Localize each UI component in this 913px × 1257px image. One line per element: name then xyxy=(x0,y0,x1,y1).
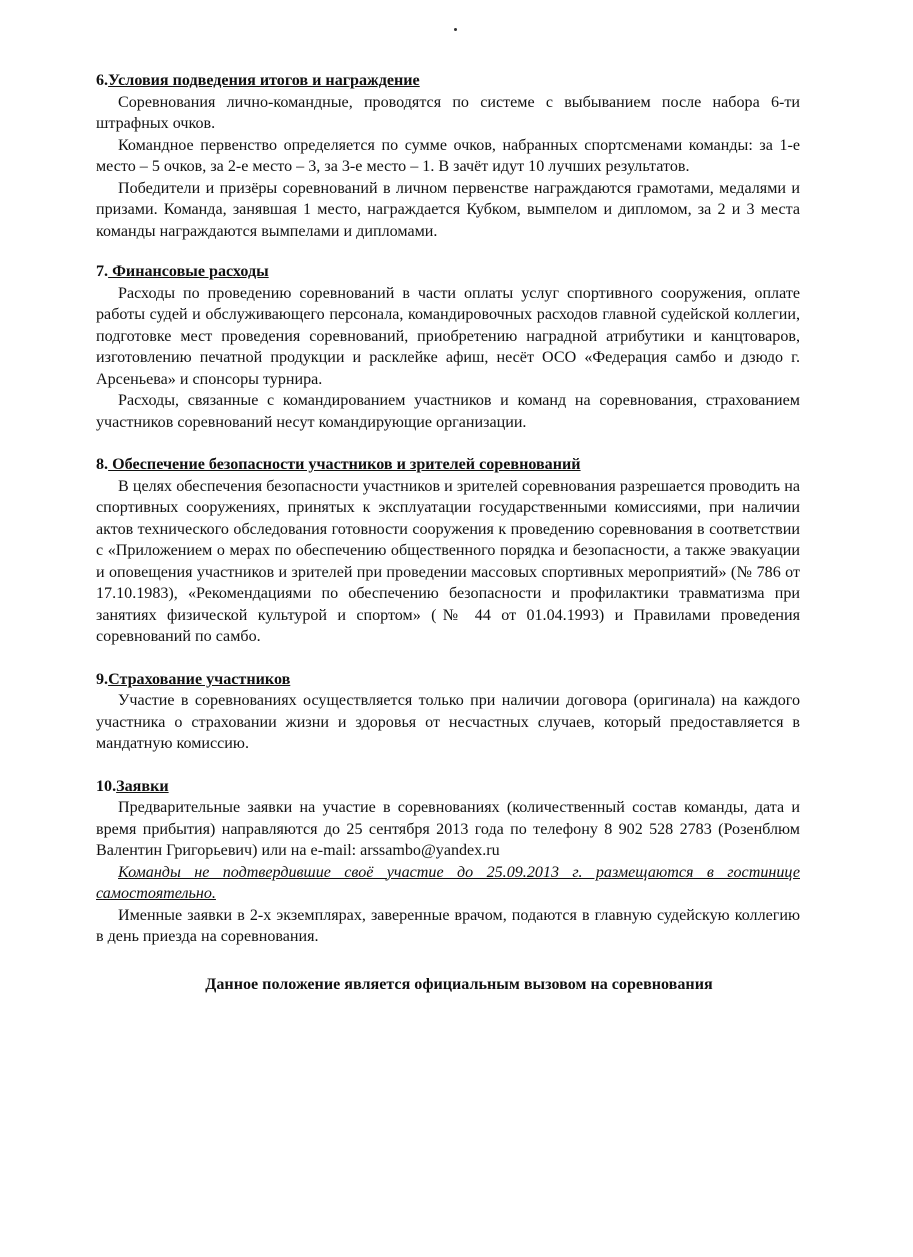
paragraph: Участие в соревнованиях осуществляется только при наличии договора (оригинала) на каждого участника о страховании жизни и здоровья от несчастных случаев, который предоставляется в мандатную комиссию. xyxy=(96,692,800,752)
section-safety xyxy=(96,454,800,648)
section-heading xyxy=(96,454,800,476)
section-heading xyxy=(96,70,800,92)
paragraph: Расходы, связанные с командированием участников и команд на соревнования, страхованием участников соревнований несут командирующие организации. xyxy=(96,392,800,431)
section-insurance xyxy=(96,669,800,755)
section-expenses xyxy=(96,261,800,433)
scan-artifact-dot xyxy=(454,28,457,31)
section-number: 9. xyxy=(96,670,109,688)
section-number: 10. xyxy=(96,777,117,795)
section-title: Условия подведения итогов и награждение xyxy=(108,72,420,89)
paragraph: Командное первенство определяется по сумме очков, набранных спортсменами команды: за 1-е место – 5 очков, за 2-е место – 3, за 3-е место – 1. В зачёт идут 10 лучших результатов. xyxy=(96,136,800,175)
notice-text: Команды не подтвердившие своё участие до 25.09.2013 г. размещаются в гостинице самостоятельно. xyxy=(96,863,800,902)
paragraph: Расходы по проведению соревнований в части оплаты услуг спортивного сооружения, оплате работы судей и обслуживающего персонала, командировочных расходов главной судейской коллегии, подготовке мест проведения соревнований, приобретению наградной атрибутики и канцтоваров, изготовлению печатной продукции и расклейке афиш, несёт ОСО «Федерация самбо и дзюдо г. Арсеньева» и спонсоры турнира. xyxy=(96,284,800,388)
section-applications xyxy=(96,776,800,948)
official-invitation-note: Данное положение является официальным вызовом на соревнования xyxy=(205,975,713,993)
document-page xyxy=(96,70,800,995)
section-heading xyxy=(96,261,800,283)
section-awards xyxy=(96,70,800,242)
paragraph-notice xyxy=(96,862,800,905)
section-title: Обеспечение безопасности участников и зрителей соревнований xyxy=(108,456,581,473)
paragraph: Победители и призёры соревнований в личном первенстве награждаются грамотами, медалями и призами. Команда, занявшая 1 место, награждается Кубком, вымпелом и дипломом, за 2 и 3 места команды награждаются вымпелами и дипломами. xyxy=(96,179,800,240)
section-heading xyxy=(96,669,800,691)
paragraph: Именные заявки в 2-х экземплярах, заверенные врачом, подаются в главную судейскую коллегию в день приезда на соревнования. xyxy=(96,906,800,945)
paragraph: Соревнования лично-командные, проводятся по системе с выбыванием после набора 6-ти штрафных очков. xyxy=(96,93,800,132)
section-number: 6. xyxy=(96,72,109,89)
section-number: 8. xyxy=(96,456,109,473)
section-number: 7. xyxy=(96,263,109,280)
paragraph: В целях обеспечения безопасности участников и зрителей соревнования разрешается проводить на спортивных сооружениях, принятых к эксплуатации государственными комиссиями, при наличии актов технического обследования готовности сооружения к проведению соревнования в соответствии с «Приложением о мерах по обеспечению общественного порядка и безопасности, а также эвакуации и оповещения участников и зрителей при проведении массовых спортивных мероприятий» (№ 786 от 17.10.1983), «Рекомендациями по обеспечению безопасности и профилактики травматизма при занятиях физической культурой и спортом» (№ 44 от 01.04.1993) и Правилами проведения соревнований по самбо. xyxy=(96,477,800,645)
section-title: Финансовые расходы xyxy=(108,263,269,280)
paragraph: Предварительные заявки на участие в соревнованиях (количественный состав команды, дата и время прибытия) направляются до 25 сентября 2013 года по телефону 8 902 528 2783 (Розенблюм Валентин Григорьевич) или на e-mail: arssambo@yandex.ru xyxy=(96,799,800,859)
section-heading xyxy=(96,776,800,798)
section-title: Страхование участников xyxy=(108,670,291,688)
section-title: Заявки xyxy=(116,777,169,795)
